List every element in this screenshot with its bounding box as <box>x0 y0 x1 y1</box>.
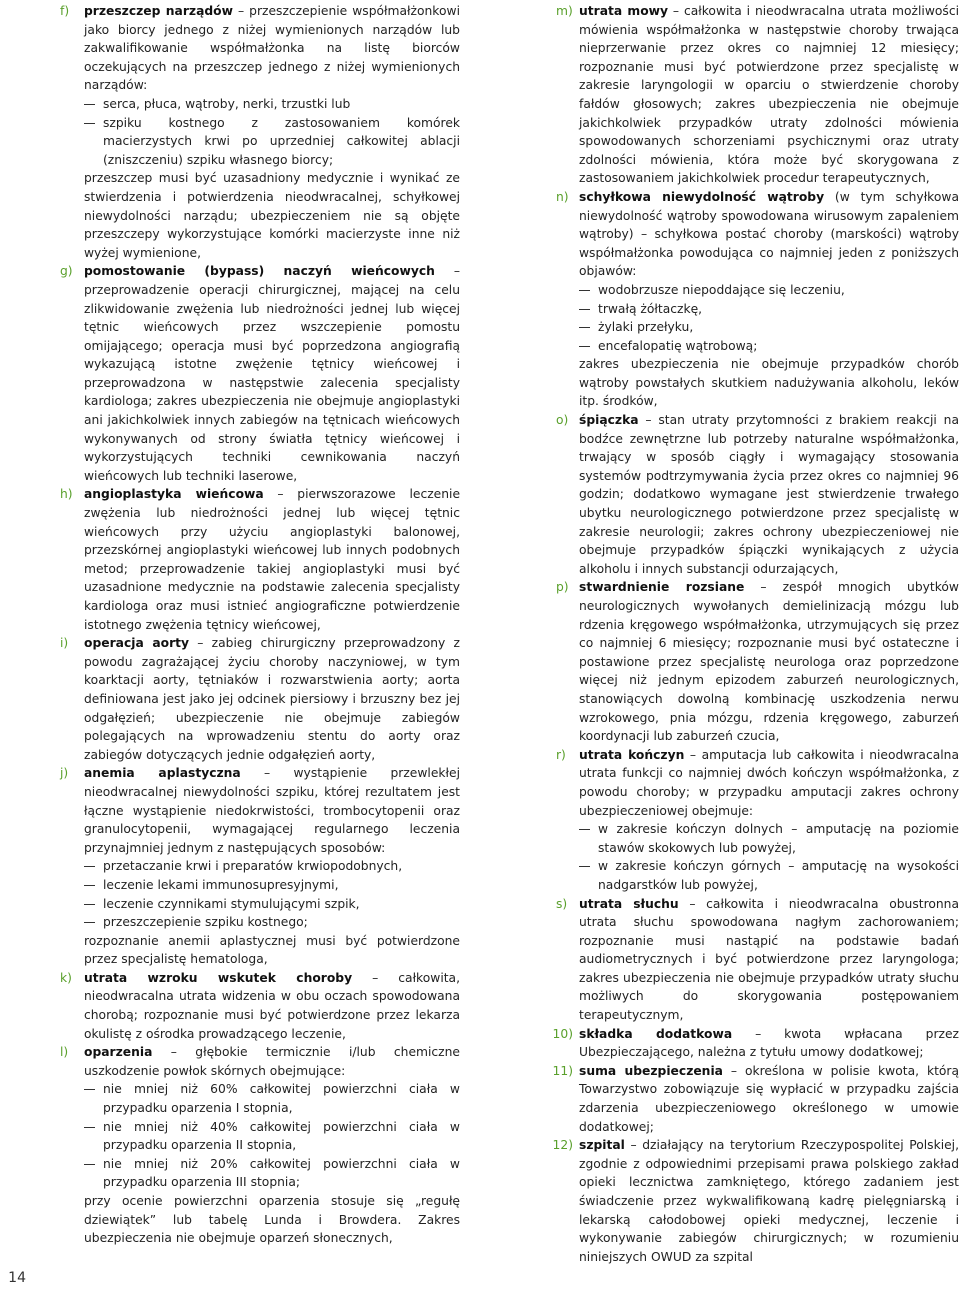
definition-term: operacja aorty <box>84 636 190 651</box>
list-item: w zakresie kończyn górnych – amputację na wysokości nadgarstków lub powyżej, <box>579 857 959 894</box>
definition-continuation: przy ocenie powierzchni oparzenia stosuje się „regułę dziewiątek” lub tabelę Lunda i Browdera. Zakres ubezpieczenia nie obejmuje oparzeń słonecznych, <box>84 1194 460 1246</box>
definition-body: – wystąpienie przewlekłej nieodwracalnej niewydolności szpiku, której rezultatem jest łączne wystąpienie niedokrwistości, trombocytopenii oraz granulocytopenii, wymagającej regularnego leczenia przynajmniej jednym z następujących sposobów: <box>84 766 460 855</box>
item-marker: p) <box>556 580 569 595</box>
definition-item <box>529 1136 959 1266</box>
right-column <box>529 2 959 1266</box>
definition-text <box>84 262 460 485</box>
item-marker: n) <box>556 189 569 204</box>
definition-item <box>60 2 460 262</box>
definition-text <box>84 1043 460 1080</box>
definition-term: suma ubezpieczenia <box>579 1063 723 1078</box>
definition-body: – amputacja lub całkowita i nieodwracalna utrata funkcji co najmniej dwóch kończyn współmałżonka, z powodu choroby; w przypadku amputacji zakres ochrony ubezpieczeniowej obejmuje: <box>579 747 959 818</box>
item-marker: f) <box>60 4 70 18</box>
definition-item <box>60 1043 460 1248</box>
list-item: nie mniej niż 60% całkowitej powierzchni ciała w przypadku oparzenia I stopnia, <box>84 1080 460 1117</box>
definition-item <box>60 262 460 485</box>
definition-term: schyłkowa niewydolność wątroby <box>579 189 825 204</box>
definition-term: utrata mowy <box>579 4 669 18</box>
definition-term: utrata słuchu <box>579 896 679 911</box>
definition-item <box>529 746 959 895</box>
list-item: nie mniej niż 20% całkowitej powierzchni ciała w przypadku oparzenia III stopnia; <box>84 1155 460 1192</box>
definition-item <box>529 188 959 411</box>
definition-term: utrata wzroku wskutek choroby <box>84 970 353 985</box>
definition-text <box>84 634 460 764</box>
definition-item <box>529 895 959 1025</box>
definition-term: utrata kończyn <box>579 747 685 762</box>
definition-item <box>529 578 959 745</box>
item-marker: 12) <box>552 1138 573 1153</box>
definition-item <box>60 969 460 1043</box>
definition-term: śpiączka <box>579 413 639 428</box>
item-marker: 10) <box>552 1026 573 1041</box>
list-item: w zakresie kończyn dolnych – amputację na poziomie stawów skokowych lub powyżej, <box>579 820 959 857</box>
definition-text <box>84 969 460 1043</box>
definition-item <box>529 411 959 578</box>
definition-body: (w tym schyłkowa niewydolność wątroby spowodowana wirusowym zapaleniem wątroby) – schyłkowa postać choroby (marskości) wątroby współmałżonka powodująca co najmniej jeden z poniższych objawów: <box>579 189 959 279</box>
item-marker: 11) <box>552 1063 573 1078</box>
list-item: trwałą żółtaczkę, <box>579 300 959 319</box>
item-marker: i) <box>60 636 69 651</box>
definition-item <box>529 1062 959 1136</box>
list-item: przeszczepienie szpiku kostnego; <box>84 913 460 932</box>
list-item: nie mniej niż 40% całkowitej powierzchni ciała w przypadku oparzenia II stopnia, <box>84 1118 460 1155</box>
list-item: żylaki przełyku, <box>579 318 959 337</box>
definition-body: – przeszczepienie współmałżonkowi jako biorcy jednego z niżej wymienionych narządów lub zakwalifikowanie współmałżonka na listę biorców oczekujących na przeszczep jednego z niżej wymienionych narządów: <box>84 4 460 93</box>
item-marker: o) <box>556 413 569 428</box>
definition-term: angioplastyka wieńcowa <box>84 487 264 502</box>
definition-term: przeszczep narządów <box>84 4 233 18</box>
item-marker: g) <box>60 264 73 279</box>
list-item: wodobrzusze niepoddające się leczeniu, <box>579 281 959 300</box>
definition-text <box>579 746 959 820</box>
definition-body: – całkowita i nieodwracalna obustronna utrata słuchu spowodowana nagłym zachorowaniem; rozpoznanie musi nastąpić na podstawie badań audiometrycznych i być potwierdzone przez laryngologa; zakres ubezpieczenia nie obejmuje przypadków utraty słuchu możliwych do skorygowania postępowaniem terapeutycznym, <box>579 896 959 1023</box>
list-item: encefalopatię wątrobową; <box>579 337 959 356</box>
definition-text <box>579 411 959 578</box>
definition-text <box>84 485 460 634</box>
definition-body: – zabieg chirurgiczny przeprowadzony z powodu zagrażającej życiu choroby naczyniowej, w tym koarktacji aorty, tętniaków i rozwarstwienia aorty; aorta definiowana jest jako jej odcinek piersiowy i brzuszny bez jej odgałęzień; ubezpieczenie nie obejmuje zabiegów polegających na wprowadzeniu stentu do aorty oraz zabiegów dotyczących jednie odgałęzień aorty, <box>84 636 460 762</box>
definition-item <box>529 2 959 188</box>
definition-term: składka dodatkowa <box>579 1026 733 1041</box>
list-item: przetaczanie krwi i preparatów krwiopodobnych, <box>84 857 460 876</box>
definition-term: szpital <box>579 1138 625 1153</box>
definition-item <box>60 764 460 969</box>
item-marker: h) <box>60 487 73 502</box>
item-marker: s) <box>556 896 568 911</box>
definition-body: – określona w polisie kwota, którą Towarzystwo zobowiązuje się wypłacić w przypadku zajścia zdarzenia ubezpieczeniowego określonego w umowie dodatkowej; <box>579 1063 960 1134</box>
definition-item <box>60 485 460 634</box>
item-marker: m) <box>556 4 573 18</box>
definition-text <box>579 1136 959 1266</box>
definition-term: stwardnienie rozsiane <box>579 580 745 595</box>
definition-term: anemia aplastyczna <box>84 766 241 781</box>
definition-body: – zespół mnogich ubytków neurologicznych wywołanych demielinizacją mózgu lub rdzenia kręgowego współmałżonka, utrzymujących się przez co najmniej 6 miesięcy; rozpoznanie musi być ostateczne i postawione przez specjalistę neurologa oraz poprzedzone więcej niż jednym epizodem zaburzeń neurologicznych, stanowiących dowolną kombinację uszkodzenia nerwu wzrokowego, pnia mózgu, rdzenia kręgowego, zaburzeń koordynacji lub zaburzeń czucia, <box>579 580 959 744</box>
item-marker: k) <box>60 970 72 985</box>
left-column <box>60 2 460 1248</box>
item-marker: j) <box>60 766 69 781</box>
item-marker: r) <box>556 747 566 762</box>
definition-continuation: rozpoznanie anemii aplastycznej musi być potwierdzone przez specjalistę hematologa, <box>84 933 460 967</box>
list-item: szpiku kostnego z zastosowaniem komórek macierzystych krwi po uprzedniej całkowitej ablacji (zniszczeniu) szpiku własnego biorcy; <box>84 114 460 170</box>
definition-item <box>529 1025 959 1062</box>
definition-text <box>84 764 460 857</box>
definition-body: – całkowita, nieodwracalna utrata widzenia w obu oczach spowodowana chorobą; rozpoznanie musi być potwierdzone przez lekarza okulistę z ośrodka prowadzącego leczenie, <box>84 970 461 1041</box>
item-marker: l) <box>60 1045 69 1060</box>
definition-body: – głębokie termicznie i/lub chemiczne uszkodzenie powłok skórnych obejmujące: <box>84 1045 460 1078</box>
definition-text <box>579 1062 959 1136</box>
definition-text <box>84 2 460 95</box>
list-item: serca, płuca, wątroby, nerki, trzustki lub <box>84 95 460 114</box>
definition-continuation: przeszczep musi być uzasadniony medycznie i wynikać ze stwierdzenia i potwierdzenia nieodwracalnej, schyłkowej niewydolności narządu; ubezpieczeniem nie są objęte przeszczepy wykorzystujące komórki macierzyste inne niż wyżej wymienione, <box>84 171 460 260</box>
definition-body: – przeprowadzenie operacji chirurgicznej, mającej na celu zlikwidowanie zwężenia lub niedrożności jednej lub więcej tętnic wieńcowych przez wszczepienie pomostu omijającego; operacja musi być poprzedzona angiografią wykazującą istotne zwężenie tętnicy wieńcowej i przeprowadzona w następstwie zalecenia specjalisty kardiologa; zakres ubezpieczenia nie obejmuje angioplastyki ani jakichkolwiek innych zabiegów na tętnicach wieńcowych wykonywanych od strony światła tętnicy wieńcowej i wykorzystujących techniki cewnikowania naczyń wieńcowych lub techniki laserowe, <box>84 264 460 483</box>
definition-body: – całkowita i nieodwracalna utrata możliwości mówienia współmałżonka w następstwie choroby trwająca nieprzerwanie przez okres co najmniej 12 miesięcy; rozpoznanie musi być potwierdzone przez specjalistę w zakresie laryngologii w oparciu o stwierdzenie choroby fałdów głosowych; zakres ubezpieczenia nie obejmuje jakichkolwiek przypadków utraty zdolności mówienia spowodowanych schorzeniami psychicznymi oraz utraty zdolności mówienia, która może być skorygowana z zastosowaniem jakichkolwiek procedur terapeutycznych, <box>579 4 959 186</box>
page-number: 14 <box>8 1270 26 1286</box>
list-item: leczenie lekami immunosupresyjnymi, <box>84 876 460 895</box>
definition-term: pomostowanie (bypass) naczyń wieńcowych <box>84 264 435 279</box>
definition-text <box>579 188 959 281</box>
definition-term: oparzenia <box>84 1045 153 1060</box>
definition-continuation: zakres ubezpieczenia nie obejmuje przypadków chorób wątroby powstałych skutkiem nadużywania alkoholu, leków itp. środków, <box>579 357 959 409</box>
definition-body: – pierwszorazowe leczenie zwężenia lub niedrożności jednej lub więcej tętnic wieńcowych przy użyciu angioplastyki balonowej, przezskórnej angioplastyki wieńcowej lub innych podobnych metod; przeprowadzenie takiej angioplastyki musi być uzasadnione medycznie na podstawie zalecenia specjalisty kardiologa oraz musi istnieć angiograficzne potwierdzenie istotnego zwężenia tętnicy wieńcowej, <box>84 487 461 632</box>
definition-item <box>60 634 460 764</box>
definition-text <box>579 2 959 188</box>
definition-text <box>579 1025 959 1062</box>
definition-body: – kwota wpłacana przez Ubezpieczającego, należna z tytułu umowy dodatkowej; <box>579 1026 959 1060</box>
definition-body: – stan utraty przytomności z brakiem reakcji na bodźce zewnętrzne lub potrzeby naturalne współmałżonka, trwający w sposób ciągły i wymagający stosowania systemów podtrzymywania życia przez okres co najmniej 96 godzin; dodatkowo wymagane jest stwierdzenie trwałego ubytku neurologicznego potwierdzone przez specjalistę w zakresie neurologii; zakres ochrony ubezpieczeniowej nie obejmuje przypadków śpiączki wynikających z użycia alkoholu i innych substancji odurzających, <box>579 413 959 576</box>
definition-text <box>579 578 959 745</box>
list-item: leczenie czynnikami stymulującymi szpik, <box>84 895 460 914</box>
definition-text <box>579 895 959 1025</box>
definition-body: – działający na terytorium Rzeczypospolitej Polskiej, zgodnie z odpowiednimi przepisami prawa polskiego zakład opieki lecznictwa zamkniętego, którego zadaniem jest świadczenie przez wykwalifikowaną kadrę pielęgniarską i lekarską całodobowej opieki medycznej, leczenie i wykonywanie zabiegów chirurgicznych; w rozumieniu niniejszych OWUD za szpital <box>579 1138 959 1264</box>
